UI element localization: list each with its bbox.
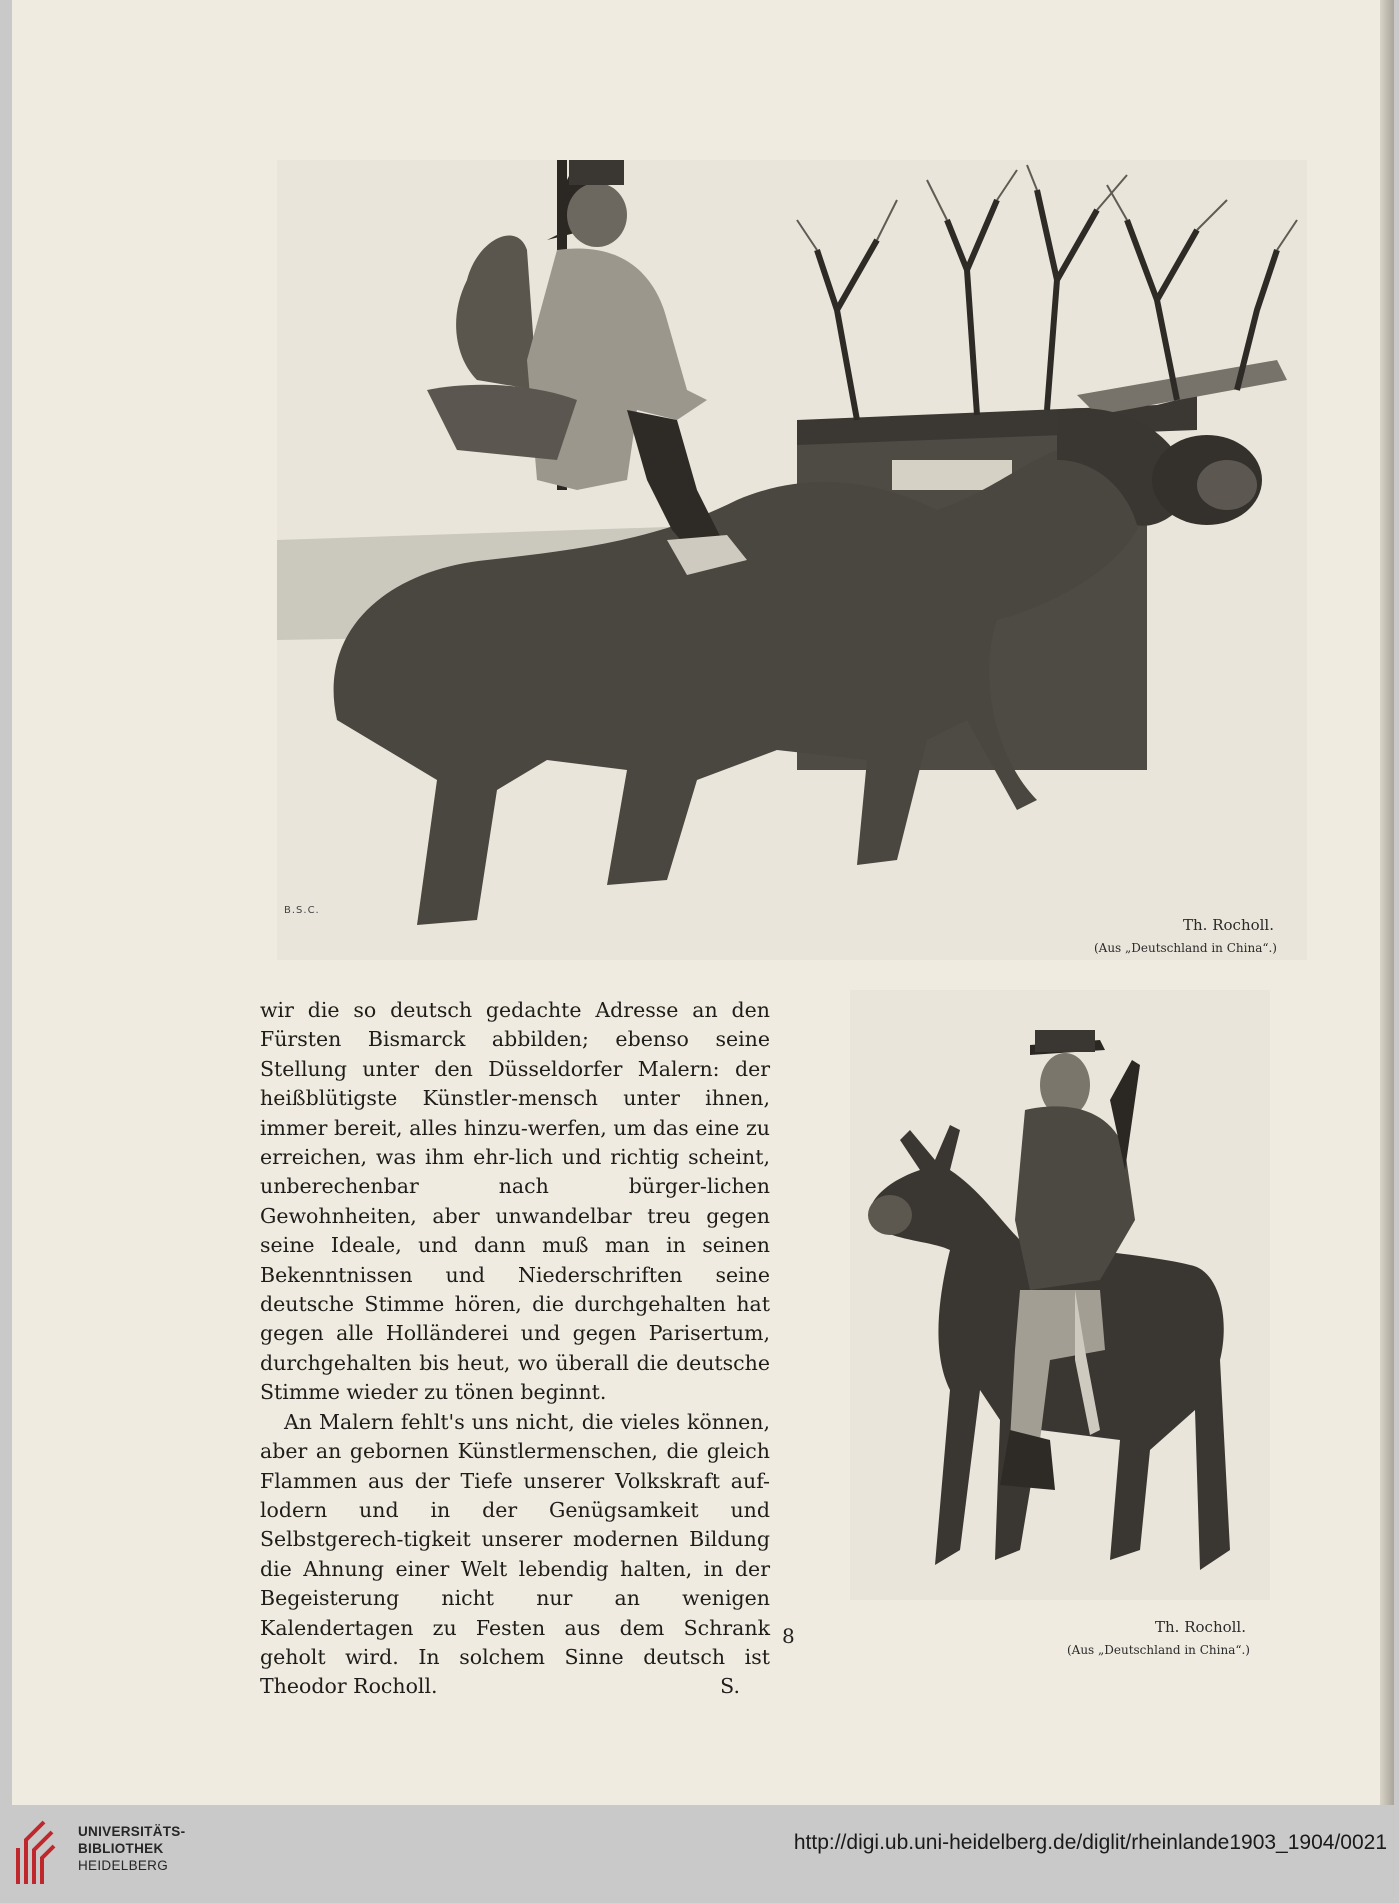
page-number: 8 xyxy=(782,1624,795,1648)
donkey-rider-illustration xyxy=(850,990,1270,1600)
bottom-illustration-credit: Th. Rocholl. xyxy=(1155,1618,1246,1636)
top-illustration-source: (Aus „Deutschland in China“.) xyxy=(1093,941,1277,955)
camel-rider-drawing xyxy=(277,160,1307,960)
illustration-signature: B.S.C. xyxy=(284,905,320,916)
source-url[interactable]: http://digi.ub.uni-heidelberg.de/diglit/rheinlande1903_1904/0021 xyxy=(793,1831,1387,1854)
bottom-illustration-source: (Aus „Deutschland in China“.) xyxy=(1066,1643,1250,1657)
library-name-line-1: UNIVERSITÄTS- xyxy=(78,1824,186,1839)
top-illustration-credit: Th. Rocholl. xyxy=(1183,916,1274,934)
camel-rider-illustration xyxy=(277,160,1307,960)
article-paragraph xyxy=(260,1408,770,1702)
scanned-page xyxy=(12,0,1394,1805)
library-name-line-2: BIBLIOTHEK xyxy=(78,1841,164,1856)
library-name xyxy=(78,1823,185,1874)
university-library-logo-icon xyxy=(14,1818,56,1888)
author-signature: S. xyxy=(720,1674,740,1699)
footer-bar xyxy=(0,1805,1399,1903)
article-paragraph-text: An Malern fehlt's uns nicht, die vieles können, aber an gebornen Künstlermenschen, die gleich Flammen aus der Tiefe unserer Volkskraft auf-lodern und in der Genügsamkeit und Selbstgerech-tigkeit unserer modernen Bildung die Ahnung einer Welt lebendig halten, in der Begeisterung nicht nur an wenigen Kalendertagen zu Festen aus dem Schrank geholt wird. In solchem Sinne deutsch ist Theodor Rocholl. xyxy=(260,1409,770,1699)
page-edge xyxy=(1380,0,1394,1805)
donkey-rider-drawing xyxy=(850,990,1270,1600)
article-text xyxy=(260,996,770,1702)
article-paragraph: wir die so deutsch gedachte Adresse an den Fürsten Bismarck abbilden; ebenso seine Stellung unter den Düsseldorfer Malern: der heißblütigste Künstler-mensch unter ihnen, immer bereit, alles hinzu-werfen, um das eine zu erreichen, was ihm ehr-lich und richtig scheint, unberechenbar nach bürger-lichen Gewohnheiten, aber unwandelbar treu gegen seine Ideale, und dann muß man in seinen Bekenntnissen und Niederschriften seine deutsche Stimme hören, die durchgehalten hat gegen alle Holländerei und gegen Parisertum, durchgehalten bis heut, wo überall die deutsche Stimme wieder zu tönen beginnt. xyxy=(260,998,770,1405)
library-name-line-3: HEIDELBERG xyxy=(78,1858,169,1873)
